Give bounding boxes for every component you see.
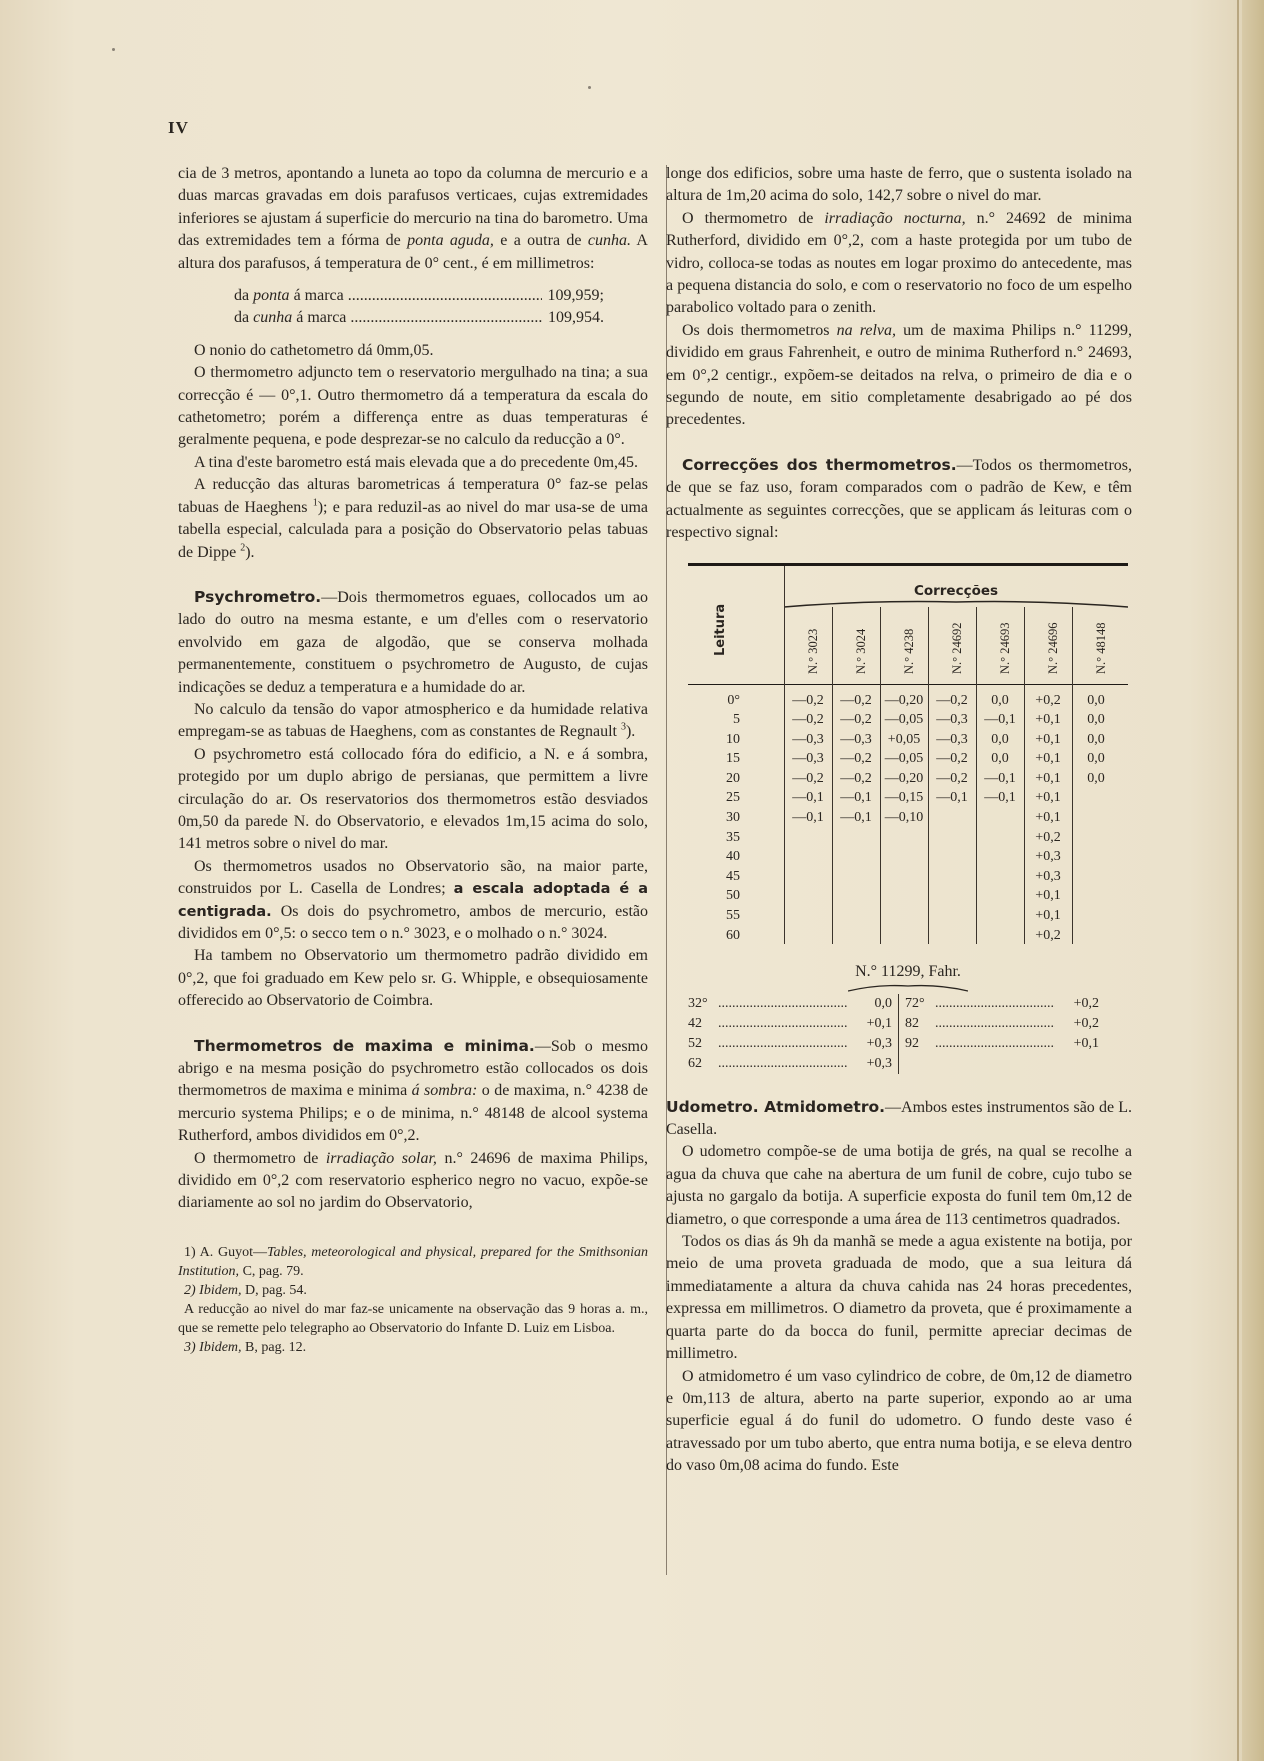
- correction-cell: 0,0: [991, 692, 1009, 708]
- table-row: [688, 886, 1128, 906]
- dot-leader: [935, 1014, 1055, 1034]
- correction-cell: [880, 847, 928, 867]
- leitura-cell: 55: [726, 908, 740, 924]
- fahr-row: [688, 994, 898, 1014]
- correction-cell: —0,2: [840, 712, 872, 728]
- dot-leader: [718, 1034, 848, 1054]
- correction-cell: [976, 867, 1024, 887]
- leitura-cell: 5: [733, 712, 740, 728]
- correction-cell: +0,2: [1035, 927, 1061, 943]
- table-row: [688, 788, 1128, 808]
- correction-cell: —0,2: [792, 712, 824, 728]
- correction-cell: —0,20: [884, 692, 924, 708]
- correction-cell: [880, 886, 928, 906]
- table-row: [688, 847, 1128, 867]
- paragraph: Ha tambem no Observatorio um thermometro padrão dividido em 0°,2, que foi graduado em Kew pelo sr. G. Whipple, e obsequiosamente offerecido ao Observatorio de Coimbra.: [178, 947, 648, 1010]
- paragraph: longe dos edificios, sobre uma haste de ferro, que o sustenta isolado na altura de 1m,20 acima do solo, 142,7 sobre o nivel do mar.: [666, 165, 1132, 205]
- table-row: [688, 749, 1128, 769]
- correction-cell: +0,1: [1035, 810, 1061, 826]
- fahr-reading: 92: [905, 1035, 919, 1051]
- left-column: [178, 163, 648, 1357]
- correction-cell: [832, 886, 880, 906]
- correction-cell: —0,2: [936, 692, 968, 708]
- table-row: [688, 808, 1128, 828]
- brace-icon: [848, 984, 968, 992]
- fahr-correction: +0,3: [866, 1035, 892, 1051]
- correction-cell: —0,2: [792, 692, 824, 708]
- correction-cell: [1072, 788, 1120, 808]
- correction-cell: +0,2: [1035, 829, 1061, 845]
- correction-cell: —0,3: [936, 712, 968, 728]
- table-body: [688, 685, 1128, 946]
- correction-cell: [976, 906, 1024, 926]
- correction-cell: +0,1: [1035, 751, 1061, 767]
- correction-cell: —0,05: [884, 751, 924, 767]
- leitura-cell: 60: [726, 927, 740, 943]
- fahr-reading: 42: [688, 1015, 702, 1031]
- correction-cell: [976, 847, 1024, 867]
- correction-cell: [928, 926, 976, 946]
- screw-heights: [178, 285, 648, 330]
- correction-cell: —0,2: [936, 770, 968, 786]
- correction-cell: [784, 867, 832, 887]
- correction-cell: [976, 808, 1024, 828]
- correction-cell: —0,2: [936, 751, 968, 767]
- correction-cell: —0,2: [792, 770, 824, 786]
- section-heading: Udometro. Atmidometro.: [666, 1097, 886, 1116]
- paragraph: Psychrometro.—Dois thermometros eguaes, collocados um ao lado do outro na mesma estante, e um d'elles com o reservatorio envolvido em gaza de algodão, que se conserva molhada permanentemente, constituem o psychrometro de Augusto, de cujas indicações se deduz a temperatura e a humidade do ar.: [178, 587, 648, 696]
- column-header: N.° 24696: [1046, 621, 1060, 674]
- correction-cell: —0,1: [984, 770, 1016, 786]
- paragraph: Correcções dos thermometros.—Todos os thermometros, de que se faz uso, foram comparados com o padrão de Kew, e têm actualmente as seguintes correcções, que se applicam ás leituras com o respectivo signal:: [666, 455, 1132, 542]
- paragraph: O thermometro de irradiação nocturna, n.° 24692 de minima Rutherford, dividido em 0°,2, com a haste protegida por um tubo de vidro, colloca-se todas as noutes em logar proximo do antecedente, mas a pequena distancia do solo, e com o reservatorio no foco de um espelho parabolico voltado para o zenith.: [666, 209, 1133, 317]
- correction-cell: —0,1: [840, 790, 872, 806]
- correction-cell: [880, 828, 928, 848]
- leitura-cell: 0°: [727, 692, 740, 708]
- paragraph: Todos os dias ás 9h da manhã se mede a agua existente na botija, por meio de uma proveta graduada de modo, que a sua leitura dá immediatamente a altura da chuva cahida nas 24 horas precedentes, expressa em millimetros. O diametro da proveta, que é proximamente a quarta parte do da bocca do funil, permitte apreciar decimas de millimetro.: [666, 1233, 1132, 1363]
- correction-cell: —0,2: [840, 751, 872, 767]
- correction-cell: [928, 828, 976, 848]
- fahr-row: [688, 1054, 898, 1074]
- footnote: 1) A. Guyot—Tables, meteorological and physical, prepared for the Smithsonian Institution, C, pag. 79.: [178, 1244, 648, 1279]
- correction-cell: —0,1: [984, 712, 1016, 728]
- fahr-reading: 62: [688, 1055, 702, 1071]
- correction-cell: [784, 906, 832, 926]
- table-column-line: [880, 607, 881, 945]
- section-heading: Thermometros de maxima e minima.: [194, 1036, 535, 1055]
- fahr-reading: 52: [688, 1035, 702, 1051]
- dot-leader: [718, 994, 848, 1014]
- paragraph: O atmidometro é um vaso cylindrico de cobre, de 0m,12 de diametro e 0m,113 de altura, aberto na parte superior, expondo ao ar uma superficie egual á do funil do udometro. O fundo deste vaso é atravessado por um tubo aberto, que entra numa botija, e se eleva dentro do vaso 0m,08 acima do fundo. Este: [666, 1367, 1132, 1475]
- correction-cell: +0,2: [1035, 692, 1061, 708]
- leitura-cell: 45: [726, 868, 740, 884]
- marca-row: da cunha á marca ..... 109,954.: [178, 307, 604, 329]
- paragraph: No calculo da tensão do vapor atmospherico e da humidade relativa empregam-se as tabuas de Haeghens, com as constantes de Regnault $^3$).: [178, 700, 648, 741]
- correction-cell: +0,1: [1035, 712, 1061, 728]
- table-row: [688, 691, 1128, 711]
- correction-cell: —0,1: [792, 790, 824, 806]
- correction-cell: [1072, 808, 1120, 828]
- column-header: N.° 4238: [902, 628, 916, 674]
- correction-cell: —0,2: [840, 692, 872, 708]
- correction-cell: 0,0: [991, 751, 1009, 767]
- leitura-cell: 10: [726, 731, 740, 747]
- correction-cell: [1072, 906, 1120, 926]
- correction-cell: +0,05: [887, 731, 921, 747]
- correction-cell: +0,1: [1035, 731, 1061, 747]
- fahr-row: [905, 994, 1105, 1014]
- correction-cell: 0,0: [1087, 712, 1105, 728]
- leitura-header: Leitura: [713, 603, 728, 656]
- table-column-line: [928, 607, 929, 945]
- page-number: IV: [168, 118, 189, 137]
- correction-cell: [1072, 886, 1120, 906]
- correccoes-header: Correcções: [913, 582, 999, 599]
- fahr-row: [905, 1014, 1105, 1034]
- correction-cell: [928, 847, 976, 867]
- paragraph: Udometro. Atmidometro.—Ambos estes instrumentos são de L. Casella.: [666, 1097, 1132, 1139]
- brace-icon: [784, 600, 1128, 608]
- correction-cell: [832, 828, 880, 848]
- paragraph: Thermometros de maxima e minima.—Sob o mesmo abrigo e na mesma posição do psychrometro estão collocados os dois thermometros de maxima e minima á sombra: o de maxima, n.° 4238 de mercurio systema Philips; e o de minima, n.° 48148 de alcool systema Rutherford, ambos divididos em 0°,2.: [178, 1036, 649, 1145]
- paragraph: O thermometro de irradiação solar, n.° 24696 de maxima Philips, dividido em 0°,2 com reservatorio espherico negro no vacuo, expõe-se diariamente ao sol no jardim do Observatorio,: [178, 1149, 649, 1212]
- leitura-cell: 50: [726, 888, 740, 904]
- table-column-line: [1072, 607, 1073, 945]
- leitura-cell: 20: [726, 770, 740, 786]
- table-row: [688, 906, 1128, 926]
- fahrenheit-table: [688, 994, 1108, 1074]
- correction-cell: —0,3: [792, 731, 824, 747]
- correction-cell: [832, 906, 880, 926]
- leitura-cell: 40: [726, 849, 740, 865]
- footnote: A reducção ao nivel do mar faz-se unicamente na observação das 9 horas a. m., que se remette pelo telegrapho ao Observatorio do Infante D. Luiz em Lisboa.: [178, 1301, 648, 1336]
- leitura-cell: 25: [726, 790, 740, 806]
- correction-cell: [880, 926, 928, 946]
- column-header: N.° 24693: [998, 621, 1012, 674]
- column-header: N.° 3024: [854, 628, 868, 674]
- fahr-reading: 82: [905, 1015, 919, 1031]
- correction-cell: [784, 828, 832, 848]
- correction-cell: [928, 867, 976, 887]
- right-column: [666, 163, 1132, 1478]
- fahr-reading: 32°: [688, 995, 708, 1011]
- paragraph: cia de 3 metros, apontando a luneta ao topo da columna de mercurio e a duas marcas gravadas em dois parafusos verticaes, cujas extremidades inferiores se ajustam á superficie do mercurio na tina do barometro. Uma das extremidades tem a fórma de ponta aguda, e a outra de cunha. A altura dos parafusos, á temperatura de 0° cent., é em millimetros:: [178, 165, 648, 272]
- correction-cell: 0,0: [1087, 751, 1105, 767]
- paragraph: O psychrometro está collocado fóra do edificio, a N. e á sombra, protegido por um duplo abrigo de persianas, que permittem a livre circulação do ar. Os reservatorios dos thermometros estão desviados 0m,50 da parede N. do Observatorio, e elevados 1m,15 acima do solo, 141 metros sobre o nivel do mar.: [178, 745, 648, 853]
- paragraph: Os thermometros usados no Observatorio são, na maior parte, construidos por L. Casella de Londres; a escala adoptada é a centigrada. Os dois do psychrometro, ambos de mercurio, estão divididos em 0°,5: o secco tem o n.° 3023, e o molhado o n.° 3024.: [178, 857, 648, 942]
- correction-cell: —0,1: [792, 810, 824, 826]
- fahr-correction: +0,1: [866, 1015, 892, 1031]
- footnote: 2) Ibidem, D, pag. 54.: [184, 1282, 307, 1298]
- correction-cell: +0,1: [1035, 888, 1061, 904]
- correction-cell: —0,05: [884, 712, 924, 728]
- correction-cell: [976, 886, 1024, 906]
- footnotes: [178, 1243, 648, 1357]
- correction-cell: —0,1: [984, 790, 1016, 806]
- table-header: [688, 566, 1128, 685]
- paragraph: O udometro compõe-se de uma botija de grés, na qual se recolhe a agua da chuva que cahe na abertura de um funil de cobre, cujo tubo se ajusta no gargalo da botija. A superficie exposta do funil tem 0m,12 de diametro, o que corresponde a uma área de 113 centimetros quadrados.: [666, 1143, 1132, 1228]
- table-column-line: [784, 566, 785, 945]
- fahr-row: [905, 1034, 1105, 1054]
- correction-cell: +0,3: [1035, 849, 1061, 865]
- table-row: [688, 730, 1128, 750]
- section-heading: Psychrometro.: [194, 587, 322, 606]
- correction-cell: 0,0: [1087, 692, 1105, 708]
- section-heading: Correcções dos thermometros.: [682, 455, 957, 474]
- table-column-line: [1024, 607, 1025, 945]
- paragraph: Os dois thermometros na relva, um de maxima Philips n.° 11299, dividido em graus Fahrenheit, e outro de minima Rutherford n.° 24693, em 0°,2 centigr., expõem-se deitados na relva, o primeiro de dia e o segundo de noute, em sitio completamente desabrigado ao pé dos precedentes.: [666, 321, 1133, 429]
- table-row: [688, 769, 1128, 789]
- table-column-line: [832, 607, 833, 945]
- dot-leader: [718, 1014, 848, 1034]
- correction-cell: [928, 906, 976, 926]
- correction-cell: [1072, 828, 1120, 848]
- correction-cell: [832, 926, 880, 946]
- fahr-table-title: N.° 11299, Fahr.: [855, 963, 961, 981]
- fahr-reading: 72°: [905, 995, 925, 1011]
- correction-cell: —0,3: [840, 731, 872, 747]
- page-edge-line: [1237, 0, 1239, 1761]
- correction-cell: 0,0: [1087, 770, 1105, 786]
- fahr-correction: +0,1: [1073, 1035, 1099, 1051]
- correction-cell: [784, 886, 832, 906]
- column-header: N.° 24692: [950, 621, 964, 674]
- fahr-row: [688, 1034, 898, 1054]
- table-row: [688, 710, 1128, 730]
- correction-cell: [832, 847, 880, 867]
- paper-speck: [112, 48, 115, 51]
- fahr-correction: +0,2: [1073, 1015, 1099, 1031]
- correction-cell: +0,1: [1035, 908, 1061, 924]
- dot-leader: [935, 1034, 1055, 1054]
- correction-cell: +0,3: [1035, 868, 1061, 884]
- leitura-cell: 15: [726, 751, 740, 767]
- fahr-row: [688, 1014, 898, 1034]
- correction-cell: [976, 926, 1024, 946]
- correction-cell: [880, 867, 928, 887]
- page-edge: [1242, 0, 1264, 1761]
- paper-speck: [588, 86, 591, 89]
- footnote: 3) Ibidem, B, pag. 12.: [184, 1339, 307, 1355]
- correction-cell: —0,2: [840, 770, 872, 786]
- correction-cell: [784, 926, 832, 946]
- table-row: [688, 926, 1128, 946]
- column-header: N.° 3023: [806, 628, 820, 674]
- correction-cell: 0,0: [991, 731, 1009, 747]
- paragraph: A reducção das alturas barometricas á temperatura 0° faz-se pelas tabuas de Haeghens $^1$); e para reduzil-as ao nivel do mar usa-se de uma tabella especial, calculada para a posição do Observatorio pelas tabuas de Dippe $^2$).: [178, 476, 648, 561]
- leitura-cell: 35: [726, 829, 740, 845]
- table-row: [688, 828, 1128, 848]
- paragraph: A tina d'este barometro está mais elevada que a do precedente 0m,45.: [194, 453, 639, 471]
- column-header: N.° 48148: [1094, 621, 1108, 674]
- correction-cell: —0,10: [884, 810, 924, 826]
- corrections-table: [688, 563, 1128, 946]
- correction-cell: —0,1: [840, 810, 872, 826]
- correction-cell: [1072, 867, 1120, 887]
- correction-cell: [880, 906, 928, 926]
- marca-row: da ponta á marca ..... 109,959;: [178, 285, 604, 307]
- correction-cell: +0,1: [1035, 790, 1061, 806]
- correction-cell: [1072, 847, 1120, 867]
- correction-cell: —0,20: [884, 770, 924, 786]
- correction-cell: [832, 867, 880, 887]
- correction-cell: [928, 808, 976, 828]
- paragraph: O nonio do cathetometro dá 0mm,05.: [194, 341, 434, 359]
- correction-cell: [784, 847, 832, 867]
- fahr-correction: +0,3: [866, 1055, 892, 1071]
- table-row: [688, 867, 1128, 887]
- correction-cell: [1072, 926, 1120, 946]
- leitura-cell: 30: [726, 810, 740, 826]
- fahr-correction: 0,0: [874, 995, 892, 1011]
- correction-cell: [928, 886, 976, 906]
- dot-leader: [935, 994, 1055, 1014]
- correction-cell: —0,1: [936, 790, 968, 806]
- correction-cell: 0,0: [1087, 731, 1105, 747]
- correction-cell: —0,3: [936, 731, 968, 747]
- correction-cell: —0,15: [884, 790, 924, 806]
- table-column-line: [976, 607, 977, 945]
- correction-cell: —0,3: [792, 751, 824, 767]
- correction-cell: +0,1: [1035, 770, 1061, 786]
- dot-leader: [718, 1054, 848, 1074]
- correction-cell: [976, 828, 1024, 848]
- paragraph: O thermometro adjuncto tem o reservatorio mergulhado na tina; a sua correcção é — 0°,1. Outro thermometro dá a temperatura da escala do cathetometro; porém a differença entre as duas temperaturas é geralmente pequena, e pode desprezar-se no calculo da reducção a 0°.: [178, 364, 648, 449]
- fahr-correction: +0,2: [1073, 995, 1099, 1011]
